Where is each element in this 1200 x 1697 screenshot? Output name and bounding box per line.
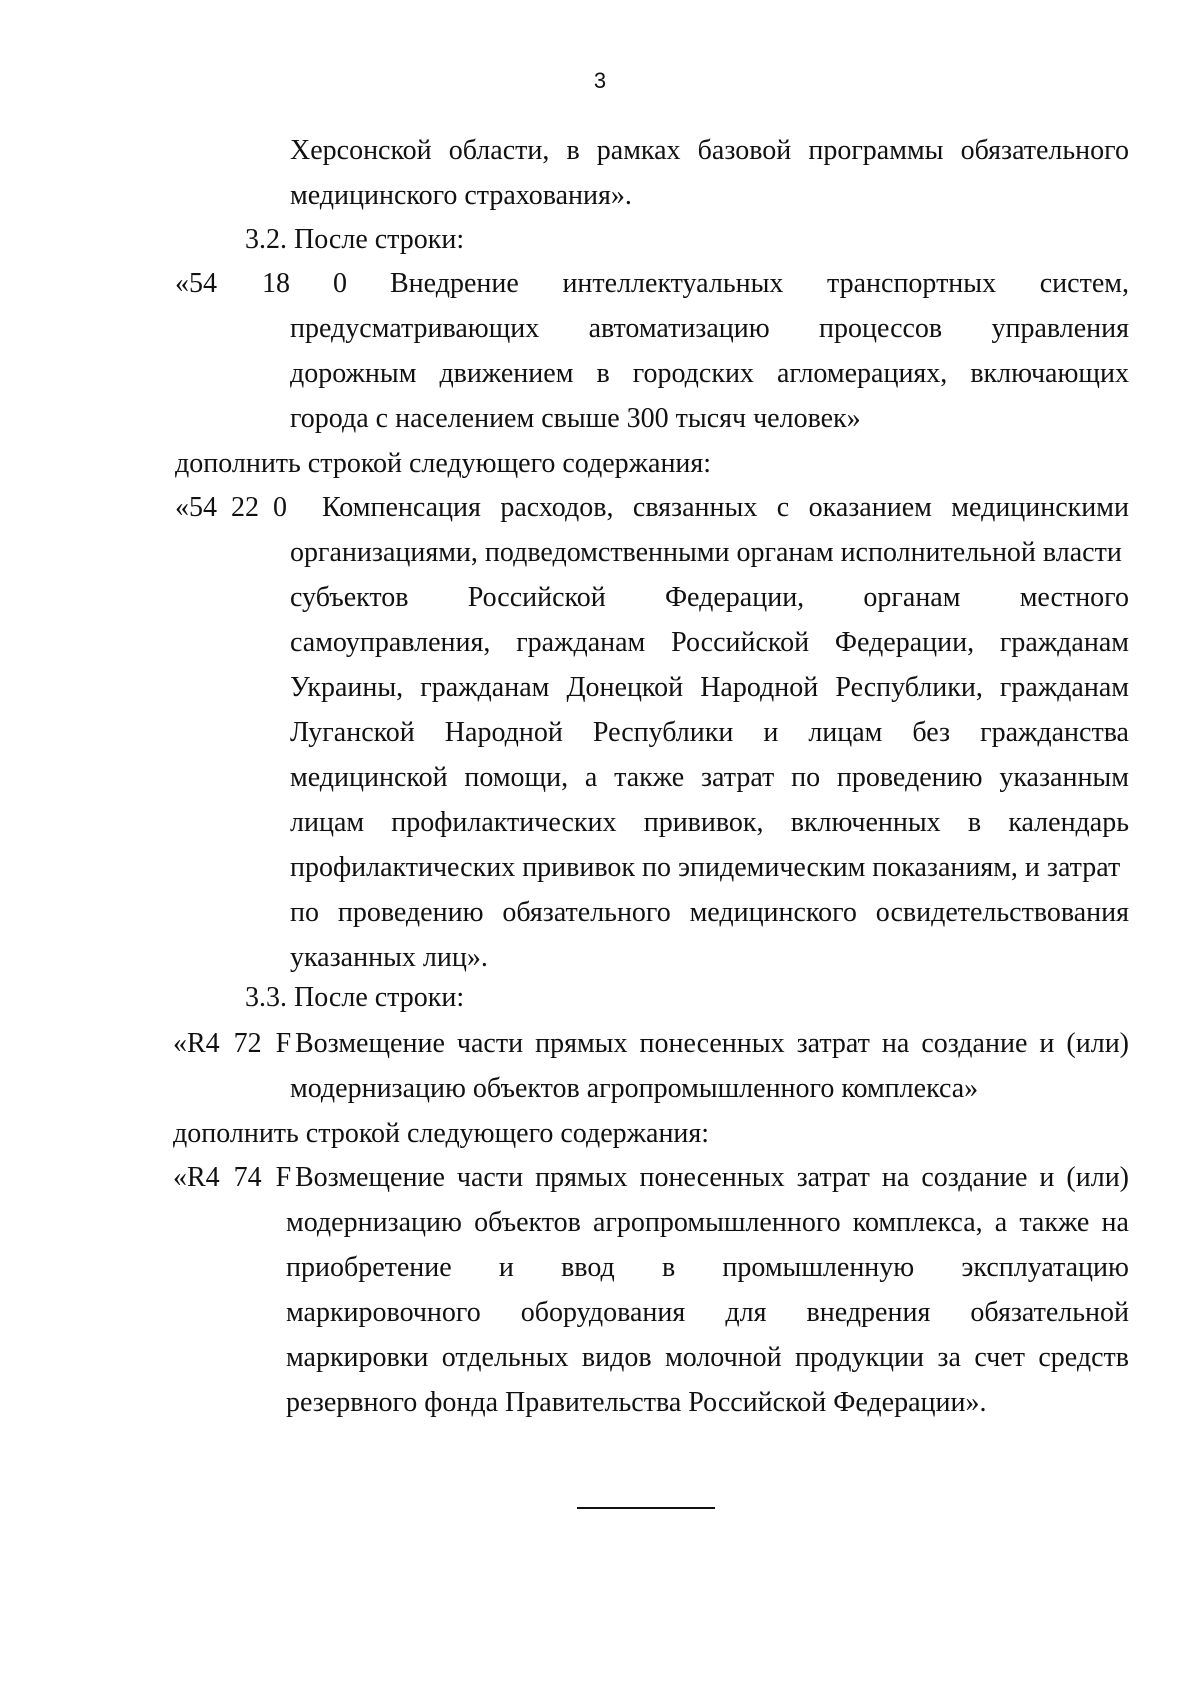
word: внедрения: [806, 1297, 931, 1328]
row-code: «R4 74 F: [173, 1162, 292, 1193]
word: Народной: [700, 672, 819, 703]
word: освидетельствования: [875, 897, 1129, 928]
word: отдельных: [441, 1342, 569, 1373]
word: агломерациях,: [776, 358, 948, 389]
word: базовой: [697, 135, 792, 166]
word: и: [1039, 1028, 1055, 1059]
word: гражданам: [516, 627, 646, 658]
word: области,: [448, 135, 550, 166]
word: обязательного: [502, 897, 671, 928]
word: и: [763, 717, 779, 748]
word: программы: [808, 135, 944, 166]
word: по: [791, 762, 821, 793]
word: Донецкой: [566, 672, 684, 703]
word: Украины,: [290, 672, 404, 703]
word: в: [967, 807, 982, 838]
word: без: [912, 717, 951, 748]
word: также: [1019, 1207, 1090, 1238]
word: а: [994, 1207, 1008, 1238]
word: и: [1039, 1162, 1055, 1193]
row-code: «R4 72 F: [173, 1028, 292, 1059]
word: понесенных: [639, 1162, 785, 1193]
row-code: 18: [262, 268, 290, 299]
word: средств: [1038, 1342, 1129, 1373]
row-code: «54 22 0: [175, 492, 287, 523]
word: с: [776, 492, 790, 523]
word: дорожным: [290, 358, 417, 389]
word: Российской: [467, 582, 606, 613]
word: прямых: [535, 1162, 628, 1193]
text-line: [286, 1296, 1129, 1330]
word: обязательной: [970, 1297, 1129, 1328]
text-line: [290, 761, 1129, 795]
word: затрат: [700, 762, 775, 793]
word: объектов: [474, 1207, 581, 1238]
word: связанных: [632, 492, 758, 523]
text-line: [290, 896, 1129, 930]
word: также: [614, 762, 685, 793]
word: комплекса,: [852, 1207, 983, 1238]
word: оказанием: [808, 492, 932, 523]
word: модернизацию: [286, 1207, 462, 1238]
word: гражданам: [420, 672, 550, 703]
word: профилактических: [391, 807, 617, 838]
text-line: [290, 357, 1129, 391]
word: медицинского: [689, 897, 857, 928]
text-line: профилактических прививок по эпидемическим показаниям, и затрат: [290, 852, 1121, 883]
text-line: [390, 267, 1129, 301]
text-line: [290, 134, 1129, 168]
word: за: [937, 1342, 961, 1373]
text-line: [290, 312, 1129, 346]
word: гражданам: [999, 672, 1129, 703]
word: на: [881, 1028, 910, 1059]
word: агропромышленного: [593, 1207, 841, 1238]
instruction-text: дополнить строкой следующего содержания:: [173, 1118, 710, 1149]
text-line: указанных лиц».: [290, 942, 488, 973]
word: маркировочного: [286, 1297, 481, 1328]
word: прививок,: [643, 807, 764, 838]
word: затрат: [796, 1162, 870, 1193]
word: гражданам: [999, 627, 1129, 658]
word: эксплуатацию: [961, 1252, 1129, 1283]
word: автоматизацию: [588, 313, 770, 344]
word: части: [456, 1028, 524, 1059]
text-line: [286, 1206, 1129, 1240]
word: городских: [632, 358, 754, 389]
text-line: модернизацию объектов агропромышленного комплекса»: [290, 1073, 979, 1104]
word: предусматривающих: [290, 313, 540, 344]
word: календарь: [1008, 807, 1129, 838]
word: лицам: [290, 807, 365, 838]
row-code: 0: [333, 268, 347, 299]
word: части: [456, 1162, 524, 1193]
word: прямых: [535, 1028, 628, 1059]
word: указанным: [999, 762, 1129, 793]
word: молочной: [664, 1342, 782, 1373]
word: проведению: [836, 762, 983, 793]
word: а: [584, 762, 598, 793]
word: продукции: [795, 1342, 925, 1373]
word: Внедрение: [390, 268, 519, 299]
word: счет: [974, 1342, 1025, 1373]
word: Республики,: [835, 672, 983, 703]
word: проведению: [337, 897, 484, 928]
word: видов: [581, 1342, 652, 1373]
word: транспортных: [827, 268, 997, 299]
word: в: [661, 1252, 676, 1283]
word: в: [566, 135, 580, 166]
word: создание: [921, 1162, 1028, 1193]
text-line: резервного фонда Правительства Российской Федерации».: [286, 1387, 987, 1418]
end-divider: [577, 1507, 715, 1509]
instruction-text: дополнить строкой следующего содержания:: [175, 448, 712, 479]
word: процессов: [818, 313, 943, 344]
section-heading: 3.3. После строки:: [245, 982, 465, 1013]
text-line: [290, 716, 1129, 750]
word: и: [498, 1252, 514, 1283]
word: оборудования: [520, 1297, 686, 1328]
word: Народной: [444, 717, 563, 748]
word: (или): [1066, 1162, 1129, 1193]
word: местного: [1019, 582, 1129, 613]
text-line: [290, 806, 1129, 840]
word: движением: [439, 358, 574, 389]
word: обязательного: [960, 135, 1129, 166]
word: маркировки: [286, 1342, 429, 1373]
text-line: [290, 626, 1129, 660]
word: Российской: [671, 627, 810, 658]
word: для: [725, 1297, 767, 1328]
word: затрат: [796, 1028, 870, 1059]
word: (или): [1066, 1028, 1129, 1059]
word: включающих: [970, 358, 1129, 389]
word: приобретение: [286, 1252, 452, 1283]
text-line: [286, 1251, 1129, 1285]
word: на: [1101, 1207, 1129, 1238]
word: Федерации,: [664, 582, 805, 613]
word: медицинской: [290, 762, 448, 793]
word: рамках: [596, 135, 681, 166]
word: по: [290, 897, 319, 928]
section-heading: 3.2. После строки:: [245, 224, 465, 255]
word: Луганской: [290, 717, 415, 748]
word: интеллектуальных: [562, 268, 784, 299]
text-line: медицинского страхования».: [290, 180, 632, 211]
word: помощи,: [464, 762, 569, 793]
word: в: [596, 358, 610, 389]
word: самоуправления,: [290, 627, 491, 658]
word: включенных: [790, 807, 941, 838]
text-line: города с населением свыше 300 тысяч человек»: [290, 403, 861, 434]
text-line: организациями, подведомственными органам исполнительной власти: [290, 537, 1122, 568]
word: лицам: [808, 717, 883, 748]
row-code: «54: [175, 268, 217, 299]
word: Федерации,: [834, 627, 975, 658]
text-line: [295, 1027, 1129, 1061]
text-line: [290, 581, 1129, 615]
word: Херсонской: [290, 135, 432, 166]
word: на: [881, 1162, 910, 1193]
text-line: [322, 491, 1129, 525]
text-line: [290, 671, 1129, 705]
word: систем,: [1039, 268, 1129, 299]
word: Компенсация: [322, 492, 481, 523]
word: Республики: [592, 717, 734, 748]
word: расходов,: [500, 492, 614, 523]
word: гражданства: [980, 717, 1129, 748]
word: Возмещение: [295, 1162, 445, 1193]
word: Возмещение: [295, 1028, 445, 1059]
word: промышленную: [722, 1252, 915, 1283]
page-number: 3: [593, 68, 607, 93]
word: понесенных: [639, 1028, 785, 1059]
word: органам: [863, 582, 961, 613]
word: ввод: [561, 1252, 615, 1283]
word: создание: [921, 1028, 1028, 1059]
word: субъектов: [290, 582, 409, 613]
word: управления: [991, 313, 1129, 344]
word: медицинскими: [951, 492, 1129, 523]
text-line: [295, 1161, 1129, 1195]
text-line: [286, 1341, 1129, 1375]
